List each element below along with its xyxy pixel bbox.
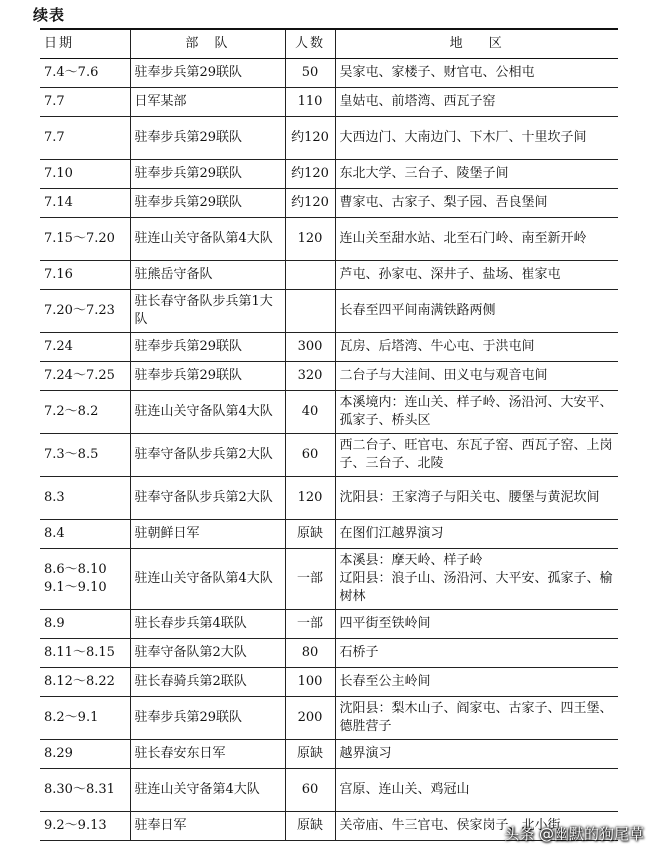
unit-cell: 驻奉步兵第29联队: [130, 160, 285, 189]
count-cell: [285, 290, 335, 333]
unit-cell: 驻奉守备队步兵第2大队: [130, 477, 285, 520]
date-cell: 7.7: [40, 88, 130, 117]
table-row: [40, 290, 618, 333]
count-cell: 320: [285, 362, 335, 391]
unit-cell: 驻长春安东日军: [130, 740, 285, 769]
date-cell: 7.16: [40, 261, 130, 290]
date-cell: 8.11～8.15: [40, 639, 130, 668]
count-cell: 100: [285, 668, 335, 697]
header-unit: 部 队: [130, 29, 285, 59]
table-row: [40, 520, 618, 549]
date-cell: 7.24: [40, 333, 130, 362]
watermark: 头条 @幽默的狗尾草: [504, 825, 644, 843]
unit-cell: 驻连山关守备队第4大队: [130, 549, 285, 610]
unit-cell: 驻熊岳守备队: [130, 261, 285, 290]
area-cell: 吴家屯、家楼子、财官屯、公相屯: [335, 59, 618, 88]
count-cell: 原缺: [285, 740, 335, 769]
unit-cell: 驻奉守备队第2大队: [130, 639, 285, 668]
area-cell: 大西边门、大南边门、下木厂、十里坎子间: [335, 117, 618, 160]
area-cell: 宫原、连山关、鸡冠山: [335, 769, 618, 812]
header-area: 地 区: [335, 29, 618, 59]
unit-cell: 驻朝鲜日军: [130, 520, 285, 549]
header-date: 日期: [40, 29, 130, 59]
area-cell: 四平街至铁岭间: [335, 610, 618, 639]
area-cell: 瓦房、后塔湾、牛心屯、于洪屯间: [335, 333, 618, 362]
date-cell: 7.7: [40, 117, 130, 160]
count-cell: 原缺: [285, 520, 335, 549]
table-row: [40, 117, 618, 160]
count-cell: 原缺: [285, 812, 335, 841]
unit-cell: 驻奉日军: [130, 812, 285, 841]
date-cell: 9.2～9.13: [40, 812, 130, 841]
area-cell: 沈阳县：王家湾子与阳关屯、腰堡与黄泥坎间: [335, 477, 618, 520]
unit-cell: 驻奉步兵第29联队: [130, 59, 285, 88]
count-cell: 约120: [285, 189, 335, 218]
count-cell: 80: [285, 639, 335, 668]
area-cell: 二台子与大洼间、田义屯与观音屯间: [335, 362, 618, 391]
area-cell: 沈阳县：梨木山子、阎家屯、古家子、四王堡、德胜营子: [335, 697, 618, 740]
count-cell: 60: [285, 769, 335, 812]
date-cell: 7.2～8.2: [40, 391, 130, 434]
area-cell: 本溪境内：连山关、样子岭、汤沿河、大安平、孤家子、桥头区: [335, 391, 618, 434]
table-row: [40, 549, 618, 610]
table-row: [40, 740, 618, 769]
date-cell: 7.4～7.6: [40, 59, 130, 88]
date-cell: 8.6～8.10 9.1～9.10: [40, 549, 130, 610]
date-cell: 8.2～9.1: [40, 697, 130, 740]
date-cell: 8.29: [40, 740, 130, 769]
count-cell: 约120: [285, 160, 335, 189]
date-cell: 7.10: [40, 160, 130, 189]
table-caption: 续表: [33, 6, 66, 24]
area-cell: 长春至四平间南满铁路两侧: [335, 290, 618, 333]
count-cell: 一部: [285, 610, 335, 639]
count-cell: 200: [285, 697, 335, 740]
unit-cell: 驻长春骑兵第2联队: [130, 668, 285, 697]
unit-cell: 驻连山关守备第4大队: [130, 769, 285, 812]
table-row: [40, 261, 618, 290]
count-cell: 60: [285, 434, 335, 477]
unit-cell: 驻奉步兵第29联队: [130, 117, 285, 160]
date-cell: 8.30～8.31: [40, 769, 130, 812]
header-count: 人数: [285, 29, 335, 59]
area-cell: 长春至公主岭间: [335, 668, 618, 697]
unit-cell: 驻长春步兵第4联队: [130, 610, 285, 639]
table-row: [40, 362, 618, 391]
area-cell: 越界演习: [335, 740, 618, 769]
unit-cell: 驻奉守备队步兵第2大队: [130, 434, 285, 477]
unit-cell: 驻长春守备队步兵第1大队: [130, 290, 285, 333]
area-cell: 连山关至甜水站、北至石门岭、南至新开岭: [335, 218, 618, 261]
table-row: [40, 218, 618, 261]
events-table: [40, 28, 618, 841]
unit-cell: 驻奉步兵第29联队: [130, 333, 285, 362]
count-cell: 50: [285, 59, 335, 88]
area-cell: 芦屯、孙家屯、深井子、盐场、崔家屯: [335, 261, 618, 290]
table-row: [40, 610, 618, 639]
count-cell: [285, 261, 335, 290]
unit-cell: 驻连山关守备队第4大队: [130, 218, 285, 261]
unit-cell: 日军某部: [130, 88, 285, 117]
table-row: [40, 697, 618, 740]
table-row: [40, 88, 618, 117]
table-row: [40, 434, 618, 477]
area-cell: 曹家屯、古家子、梨子园、吾良堡间: [335, 189, 618, 218]
area-cell: 东北大学、三台子、陵堡子间: [335, 160, 618, 189]
table-row: [40, 477, 618, 520]
area-cell: 关帝庙、牛三官屯、侯家岗子、北小街: [335, 812, 618, 841]
table-header-row: [40, 29, 618, 59]
unit-cell: 驻奉步兵第29联队: [130, 189, 285, 218]
table-row: [40, 160, 618, 189]
date-cell: 7.14: [40, 189, 130, 218]
count-cell: 110: [285, 88, 335, 117]
unit-cell: 驻奉步兵第29联队: [130, 697, 285, 740]
area-cell: 西二台子、旺官屯、东瓦子窑、西瓦子窑、上岗子、三台子、北陵: [335, 434, 618, 477]
count-cell: 约120: [285, 117, 335, 160]
count-cell: 300: [285, 333, 335, 362]
area-cell: 石桥子: [335, 639, 618, 668]
table-row: [40, 391, 618, 434]
unit-cell: 驻连山关守备队第4大队: [130, 391, 285, 434]
count-cell: 一部: [285, 549, 335, 610]
count-cell: 120: [285, 477, 335, 520]
area-cell: 本溪县：摩天岭、样子岭 辽阳县：浪子山、汤沿河、大平安、孤家子、榆树林: [335, 549, 618, 610]
table-row: [40, 769, 618, 812]
table-row: [40, 668, 618, 697]
table-row: [40, 59, 618, 88]
date-cell: 7.20～7.23: [40, 290, 130, 333]
date-cell: 8.9: [40, 610, 130, 639]
count-cell: 40: [285, 391, 335, 434]
date-cell: 7.15～7.20: [40, 218, 130, 261]
table-row: [40, 189, 618, 218]
area-cell: 皇姑屯、前塔湾、西瓦子窑: [335, 88, 618, 117]
date-cell: 8.4: [40, 520, 130, 549]
date-cell: 7.3～8.5: [40, 434, 130, 477]
date-cell: 8.12～8.22: [40, 668, 130, 697]
area-cell: 在图们江越界演习: [335, 520, 618, 549]
unit-cell: 驻奉步兵第29联队: [130, 362, 285, 391]
count-cell: 120: [285, 218, 335, 261]
table-row: [40, 333, 618, 362]
date-cell: 7.24～7.25: [40, 362, 130, 391]
date-cell: 8.3: [40, 477, 130, 520]
table-row: [40, 639, 618, 668]
